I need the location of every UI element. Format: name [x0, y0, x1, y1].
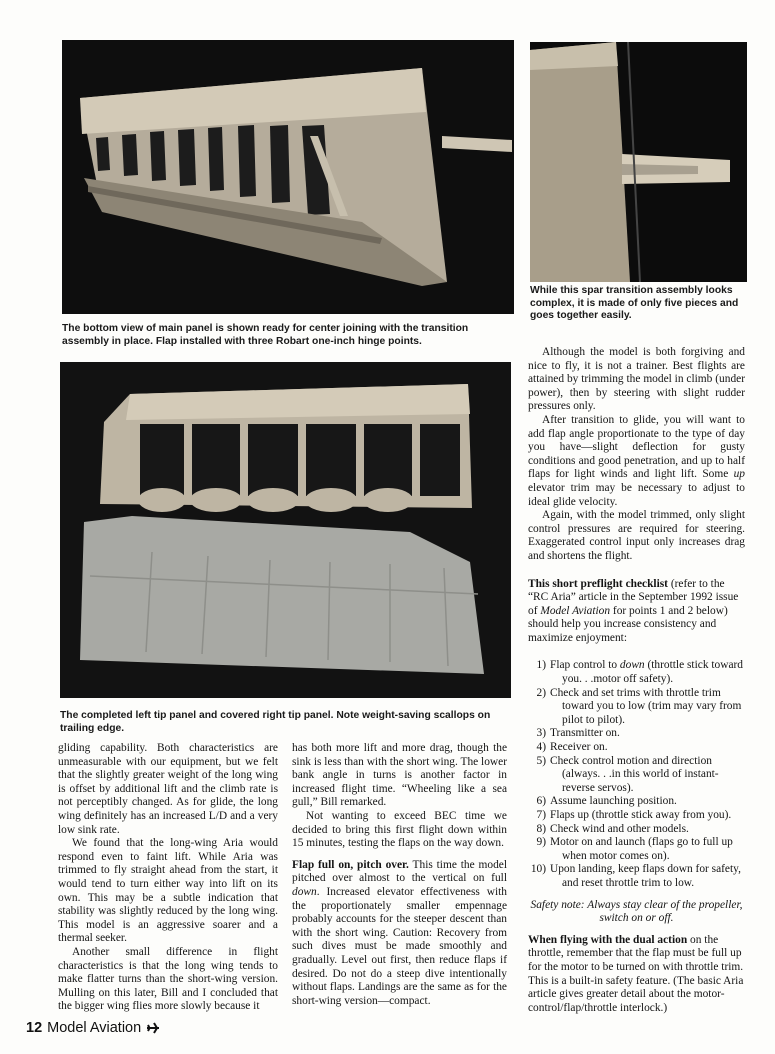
photo-tip-panels	[60, 362, 511, 698]
airplane-icon	[146, 1022, 160, 1034]
run-in-head: Flap full on, pitch over.	[292, 858, 409, 871]
checklist-item: 8) Check wind and other models.	[536, 822, 689, 835]
paragraph: Not wanting to exceed BEC time we decided to bring this first flight down within 15 minutes, testing the flaps on the way down.	[292, 809, 507, 850]
paragraph: Although the model is both forgiving and nice to fly, it is not a trainer. Best flights are attained by trimming the model in climb (under power), then by steering with slight rudder pressures only.	[528, 346, 745, 413]
checklist-item: 10) Upon landing, keep flaps down for safety, and reset throttle trim to low.	[530, 863, 741, 889]
paragraph: When flying with the dual action on the throttle, remember that the flap must be full up for the motor to be turned on with throttle trim. This is a built-in safety feature. (The basic Aria article gives greater detail about the motor-control/flap/throttle interlock.)	[528, 933, 744, 1014]
paragraph: We found that the long-wing Aria would respond even to faint lift. While Aria was trimmed to fly straight ahead from the start, it would tend to turn either way into lift on its own. This may be a subtle indication that stability was slightly reduced by the long wing. This model is an aggressive soarer and a thermal seeker.	[58, 837, 278, 945]
article-column-3	[528, 346, 745, 1015]
checklist-item: 9) Motor on and launch (flaps go to full up when motor comes on).	[536, 836, 733, 862]
safety-note: Safety note: Always stay clear of the propeller, switch on or off.	[530, 898, 743, 925]
paragraph: Another small difference in flight characteristics is that the long wing tends to make flatter turns than the short-wing version. Mulling on this later, Bill and I concluded that the bigger wing flies more slowly because it	[58, 945, 278, 1013]
article-column-2	[292, 742, 507, 1008]
caption-spar-transition: While this spar transition assembly looks complex, it is made of only five pieces and goes together easily.	[530, 285, 739, 321]
caption-main-panel: The bottom view of main panel is shown ready for center joining with the transition assembly in place. Flap installed with three Robart one-inch hinge points.	[62, 323, 469, 347]
paragraph: After transition to glide, you will want to add flap angle proportionate to the type of day you have—slight deflection for gusty conditions and good penetration, and up to half flaps for light winds and light lift. Some up elevator trim may be necessary to adjust to ideal glide velocity.	[528, 413, 745, 508]
photo-spar-transition	[530, 42, 747, 282]
run-in-head: This short preflight checklist	[528, 577, 668, 590]
page-number: 12	[26, 1020, 43, 1036]
checklist-item: 2) Check and set trims with throttle trim toward you to low (trim may vary from pilot to pilot).	[536, 686, 742, 726]
checklist-item: 6) Assume launching position.	[536, 795, 677, 808]
run-in-head: When flying with the dual action	[528, 933, 688, 946]
paragraph: gliding capability. Both characteristics are unmeasurable with our equipment, but we felt that the slightly greater weight of the long wing is offset by additional lift and the climb rate is not perceptibly changed. As for glide, the long wing definitely has an increased L/D and a very low sink rate.	[58, 742, 278, 836]
checklist-item: 3) Transmitter on.	[536, 727, 620, 740]
page-footer	[26, 1020, 160, 1036]
paragraph: has both more lift and more drag, though the sink is less than with the short wing. The lower bank angle in turns is another factor in increased flight time. “Wheeling like a sea gull,” Bill remarked.	[292, 742, 507, 809]
preflight-checklist	[528, 659, 745, 890]
magazine-name: Model Aviation	[47, 1020, 142, 1036]
photo-main-panel	[62, 40, 514, 314]
article-column-1	[58, 742, 278, 1014]
checklist-item: 1) Flap control to down (throttle stick toward you. . .motor off safety).	[536, 659, 743, 686]
checklist-item: 7) Flaps up (throttle stick away from you).	[536, 809, 732, 821]
paragraph: This short preflight checklist (refer to the “RC Aria” article in the September 1992 issue of Model Aviation for points 1 and 2 below) should help you increase consistency and maximize enjoyment:	[528, 577, 739, 644]
checklist-item: 5) Check control motion and direction (always. . .in this world of instant-reverse servos).	[536, 754, 719, 794]
caption-tip-panels: The completed left tip panel and covered right tip panel. Note weight-saving scallops on trailing edge.	[60, 710, 491, 734]
paragraph: Again, with the model trimmed, only slight control pressures are required for steering. Exaggerated control input only increases drag and shortens the flight.	[528, 509, 745, 562]
paragraph: Flap full on, pitch over. This time the model pitched over almost to the vertical on full down. Increased elevator effectiveness with the proportionately smaller empennage probably accounts for the steeper descent than with the short wing. Caution: Recovery from such dives must be made smoothly and gradually. Level out first, then reduce flaps if desired. Do not do a steep dive intentionally without flaps. Landings are the same as for the short-wing version—compact.	[292, 858, 507, 1007]
checklist-item: 4) Receiver on.	[536, 741, 608, 754]
